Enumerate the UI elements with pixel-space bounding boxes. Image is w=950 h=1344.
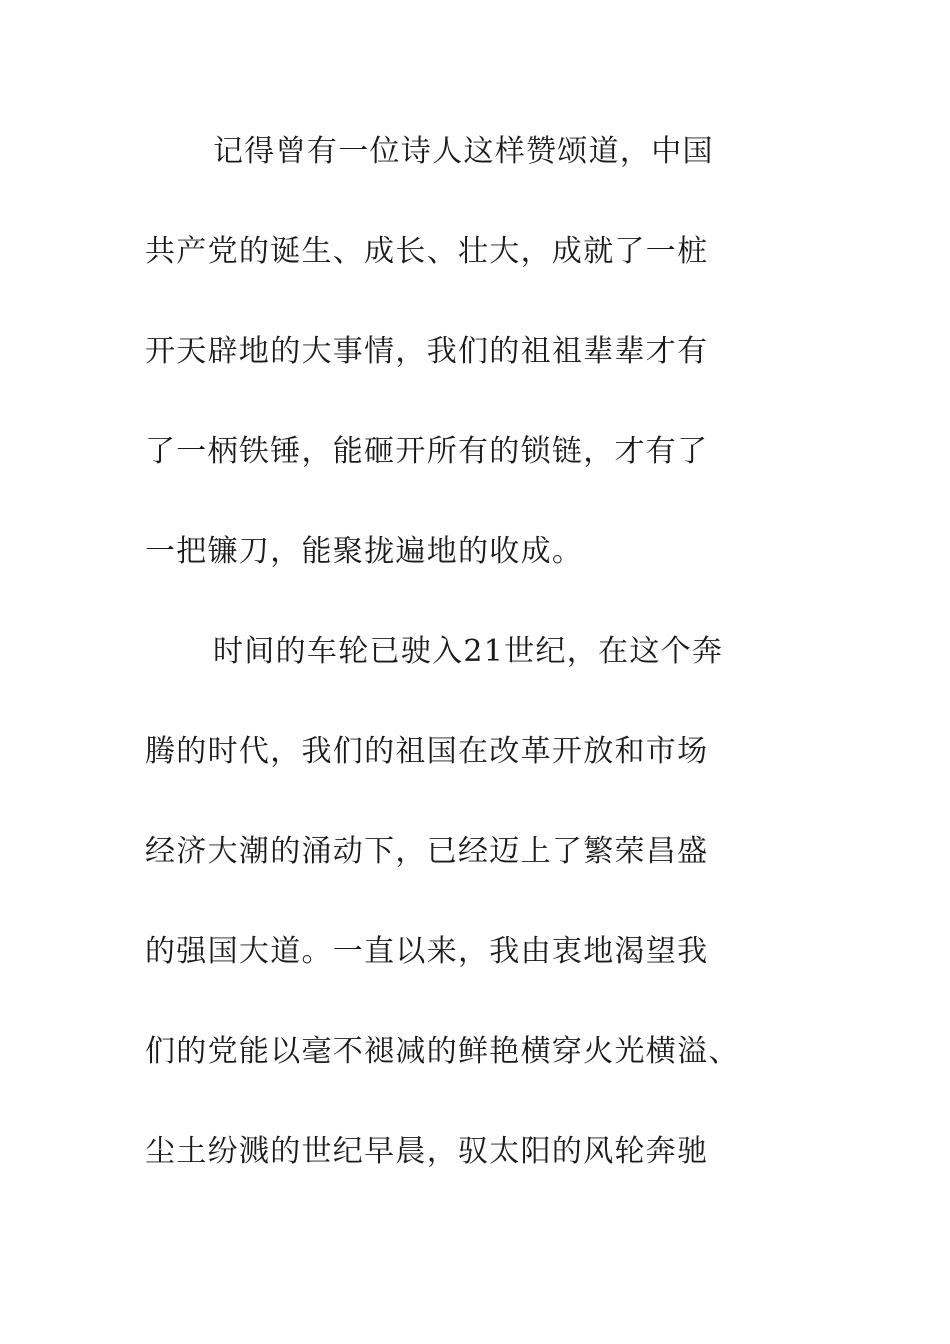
paragraph-1-line-4: 了一柄铁锤，能砸开所有的锁链，才有了 [145, 434, 709, 469]
paragraph-1-line-1: 记得曾有一位诗人这样赞颂道，中国 [213, 134, 714, 169]
paragraph-2-line-2: 腾的时代，我们的祖国在改革开放和市场 [145, 734, 709, 769]
paragraph-1-line-3: 开天辟地的大事情，我们的祖祖辈辈才有 [145, 334, 709, 369]
paragraph-2-line-1: 时间的车轮已驶入21世纪，在这个奔 [213, 634, 724, 669]
paragraph-2-line-5: 们的党能以毫不褪减的鲜艳横穿火光横溢、 [145, 1034, 740, 1069]
paragraph-1-line-5: 一把镰刀，能聚拢遍地的收成。 [145, 534, 584, 569]
paragraph-2-line-6: 尘土纷溅的世纪早晨，驭太阳的风轮奔驰 [145, 1134, 709, 1169]
paragraph-2-line-3: 经济大潮的涌动下，已经迈上了繁荣昌盛 [145, 834, 709, 869]
paragraph-1-line-2: 共产党的诞生、成长、壮大，成就了一桩 [145, 234, 709, 269]
paragraph-2-line-4: 的强国大道。一直以来，我由衷地渴望我 [145, 934, 709, 969]
